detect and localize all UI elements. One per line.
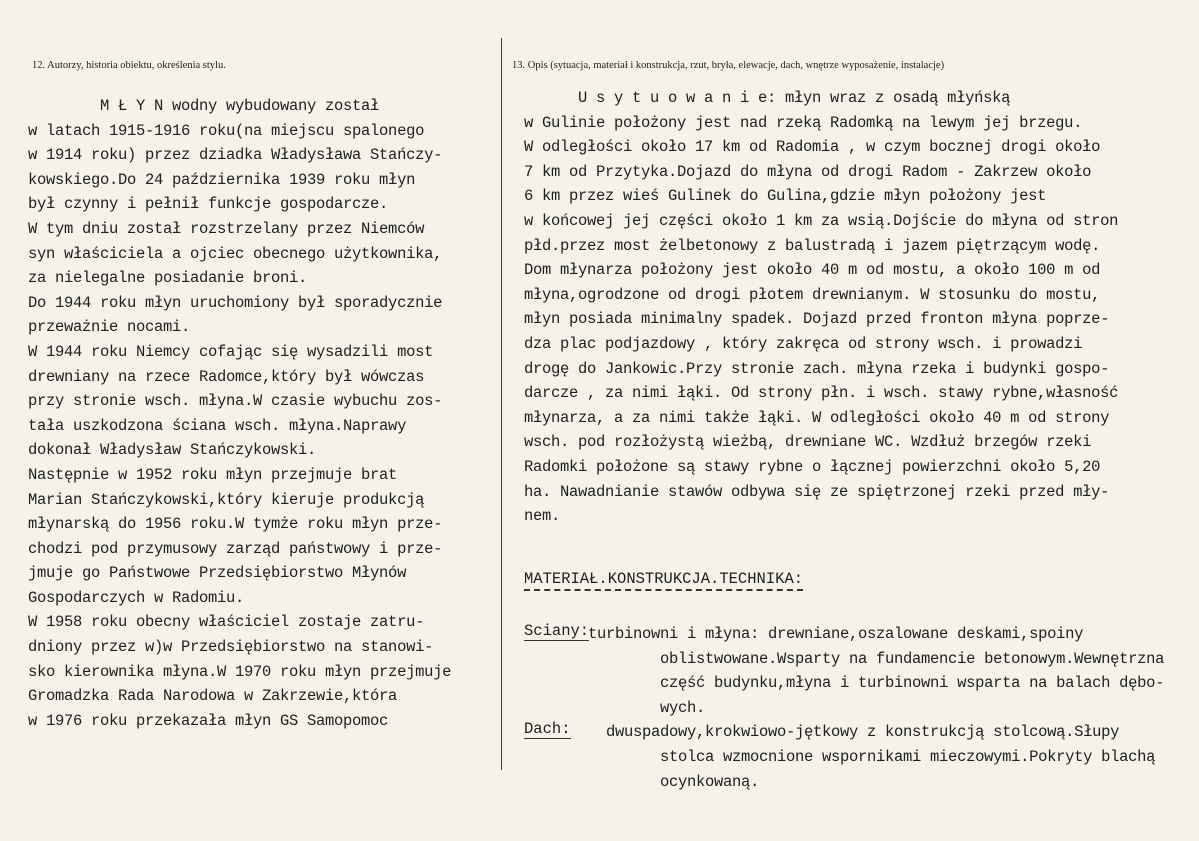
- text-line: Radomki położone są stawy rybne o łącznej powierzchni około 5,20: [524, 457, 1101, 476]
- text-line: młynarza, a za nimi także łąki. W odległości około 40 m od strony: [524, 408, 1110, 427]
- text-line: dza plac podjazdowy , który zakręca od strony wsch. i prowadzi: [524, 334, 1083, 353]
- text-line: w końcowej jej części około 1 km za wsią.Dojście do młyna od stron: [524, 211, 1119, 230]
- text-line: 7 km od Przytyka.Dojazd do młyna od drogi Radom - Zakrzew około: [524, 162, 1092, 181]
- text-line: za nielegalne posiadanie broni.: [28, 269, 308, 288]
- text-line: przeważnie nocami.: [28, 318, 191, 337]
- text-line: oblistwowane.Wsparty na fundamencie betonowym.Wewnętrzna: [588, 649, 1165, 668]
- text-line: w 1976 roku przekazała młyn GS Samopomoc: [28, 711, 389, 730]
- text-line: stolca wzmocnione wspornikami mieczowymi.Pokryty blachą: [588, 747, 1156, 766]
- material-term-label: Dach:: [524, 720, 571, 739]
- left-column-header: 12. Autorzy, historia obiektu, określenia stylu.: [32, 60, 226, 71]
- text-line: Dom młynarza położony jest około 40 m od mostu, a około 100 m od: [524, 261, 1101, 280]
- text-line: kowskiego.Do 24 października 1939 roku młyn: [28, 170, 416, 189]
- text-line: Do 1944 roku młyn uruchomiony był sporadycznie: [28, 293, 443, 312]
- text-line: młynarską do 1956 roku.W tymże roku młyn prze-: [28, 515, 443, 534]
- material-description: [524, 622, 1199, 720]
- text-line: dniony przez w)w Przedsiębiorstwo na stanowi-: [28, 638, 434, 657]
- text-line: 6 km przez wieś Gulinek do Gulina,gdzie młyn położony jest: [524, 187, 1047, 206]
- text-line: w latach 1915-1916 roku(na miejscu spalonego: [28, 121, 425, 140]
- text-line: chodzi pod przymusowy zarząd państwowy i prze-: [28, 539, 443, 558]
- text-line: młyna,ogrodzone od drogi płotem drewnianym. W stosunku do mostu,: [524, 285, 1101, 304]
- material-entry: [524, 622, 1199, 720]
- text-line: drewniany na rzece Radomce,który był wówczas: [28, 367, 425, 386]
- material-description: [524, 720, 1199, 794]
- text-line: przy stronie wsch. młyna.W czasie wybuchu zos-: [28, 392, 443, 411]
- text-line: nem.: [524, 507, 561, 526]
- material-term: [524, 720, 571, 738]
- text-line: Gromadzka Rada Narodowa w Zakrzewie,która: [28, 687, 398, 706]
- text-line: Marian Stańczykowski,który kieruje produkcją: [28, 490, 425, 509]
- text-line: młyn posiada minimalny spadek. Dojazd przed fronton młyna poprze-: [524, 310, 1110, 329]
- text-line: ha. Nawadnianie stawów odbywa się ze spiętrzonej rzeki przed mły-: [524, 482, 1110, 501]
- material-term: [524, 622, 589, 640]
- material-term-label: Sciany:: [524, 622, 590, 640]
- text-line: W 1958 roku obecny właściciel zostaje zatru-: [28, 613, 425, 632]
- left-column-text: [28, 94, 498, 733]
- material-entry: [524, 720, 1199, 794]
- right-column-header: 13. Opis (sytuacja, materiał i konstrukcja, rzut, bryła, elewacje, dach, wnętrze wyposażenie, instalacje): [512, 60, 945, 71]
- text-line: Następnie w 1952 roku młyn przejmuje brat: [28, 465, 398, 484]
- text-line: jmuje go Państwowe Przedsiębiorstwo Młynów: [28, 564, 407, 583]
- text-line: ocynkowaną.: [588, 772, 760, 791]
- text-line: był czynny i pełnił funkcje gospodarcze.: [28, 195, 389, 214]
- text-line: wych.: [588, 698, 706, 717]
- text-line: W 1944 roku Niemcy cofając się wysadzili most: [28, 342, 434, 361]
- text-line: darcze , za nimi łąki. Od strony płn. i wsch. stawy rybne,własność: [524, 384, 1119, 403]
- text-line: w 1914 roku) przez dziadka Władysława Stańczy-: [28, 146, 443, 165]
- text-line: w Gulinie położony jest nad rzeką Radomką na lewym jej brzegu.: [524, 113, 1083, 132]
- text-line: płd.przez most żelbetonowy z balustradą i jazem piętrzącym wodę.: [524, 236, 1101, 255]
- text-line: Gospodarczych w Radomiu.: [28, 588, 245, 607]
- text-line: tała uszkodzona ściana wsch. młyna.Naprawy: [28, 416, 407, 435]
- text-line: U s y t u o w a n i e: młyn wraz z osadą młyńską: [524, 89, 1011, 107]
- text-line: syn właściciela a ojciec obecnego użytkownika,: [28, 244, 443, 263]
- text-line: część budynku,młyna i turbinowni wsparta na balach dębo-: [588, 674, 1165, 693]
- text-line: dokonał Władysław Stańczykowski.: [28, 441, 317, 460]
- text-line: M Ł Y N wodny wybudowany został: [28, 97, 380, 115]
- section-title-material: MATERIAŁ.KONSTRUKCJA.TECHNIKA:: [524, 570, 803, 591]
- text-line: W tym dniu został rozstrzelany przez Niemców: [28, 219, 425, 238]
- text-line: sko kierownika młyna.W 1970 roku młyn przejmuje: [28, 662, 452, 681]
- text-line: dwuspadowy,krokwiowo-jętkowy z konstrukcją stolcową.Słupy: [588, 723, 1120, 742]
- text-line: W odległości około 17 km od Radomia , w czym bocznej drogi około: [524, 138, 1101, 157]
- text-line: drogę do Jankowic.Przy stronie zach. młyna rzeka i budynki gospo-: [524, 359, 1110, 378]
- right-column-text: [524, 86, 1199, 529]
- text-line: wsch. pod rozłożystą wieżbą, drewniane WC. Wzdłuż brzegów rzeki: [524, 433, 1092, 452]
- text-line: turbinowni i młyna: drewniane,oszalowane deskami,spoiny: [588, 625, 1084, 643]
- column-divider: [501, 38, 502, 770]
- materials-block: [524, 622, 1199, 794]
